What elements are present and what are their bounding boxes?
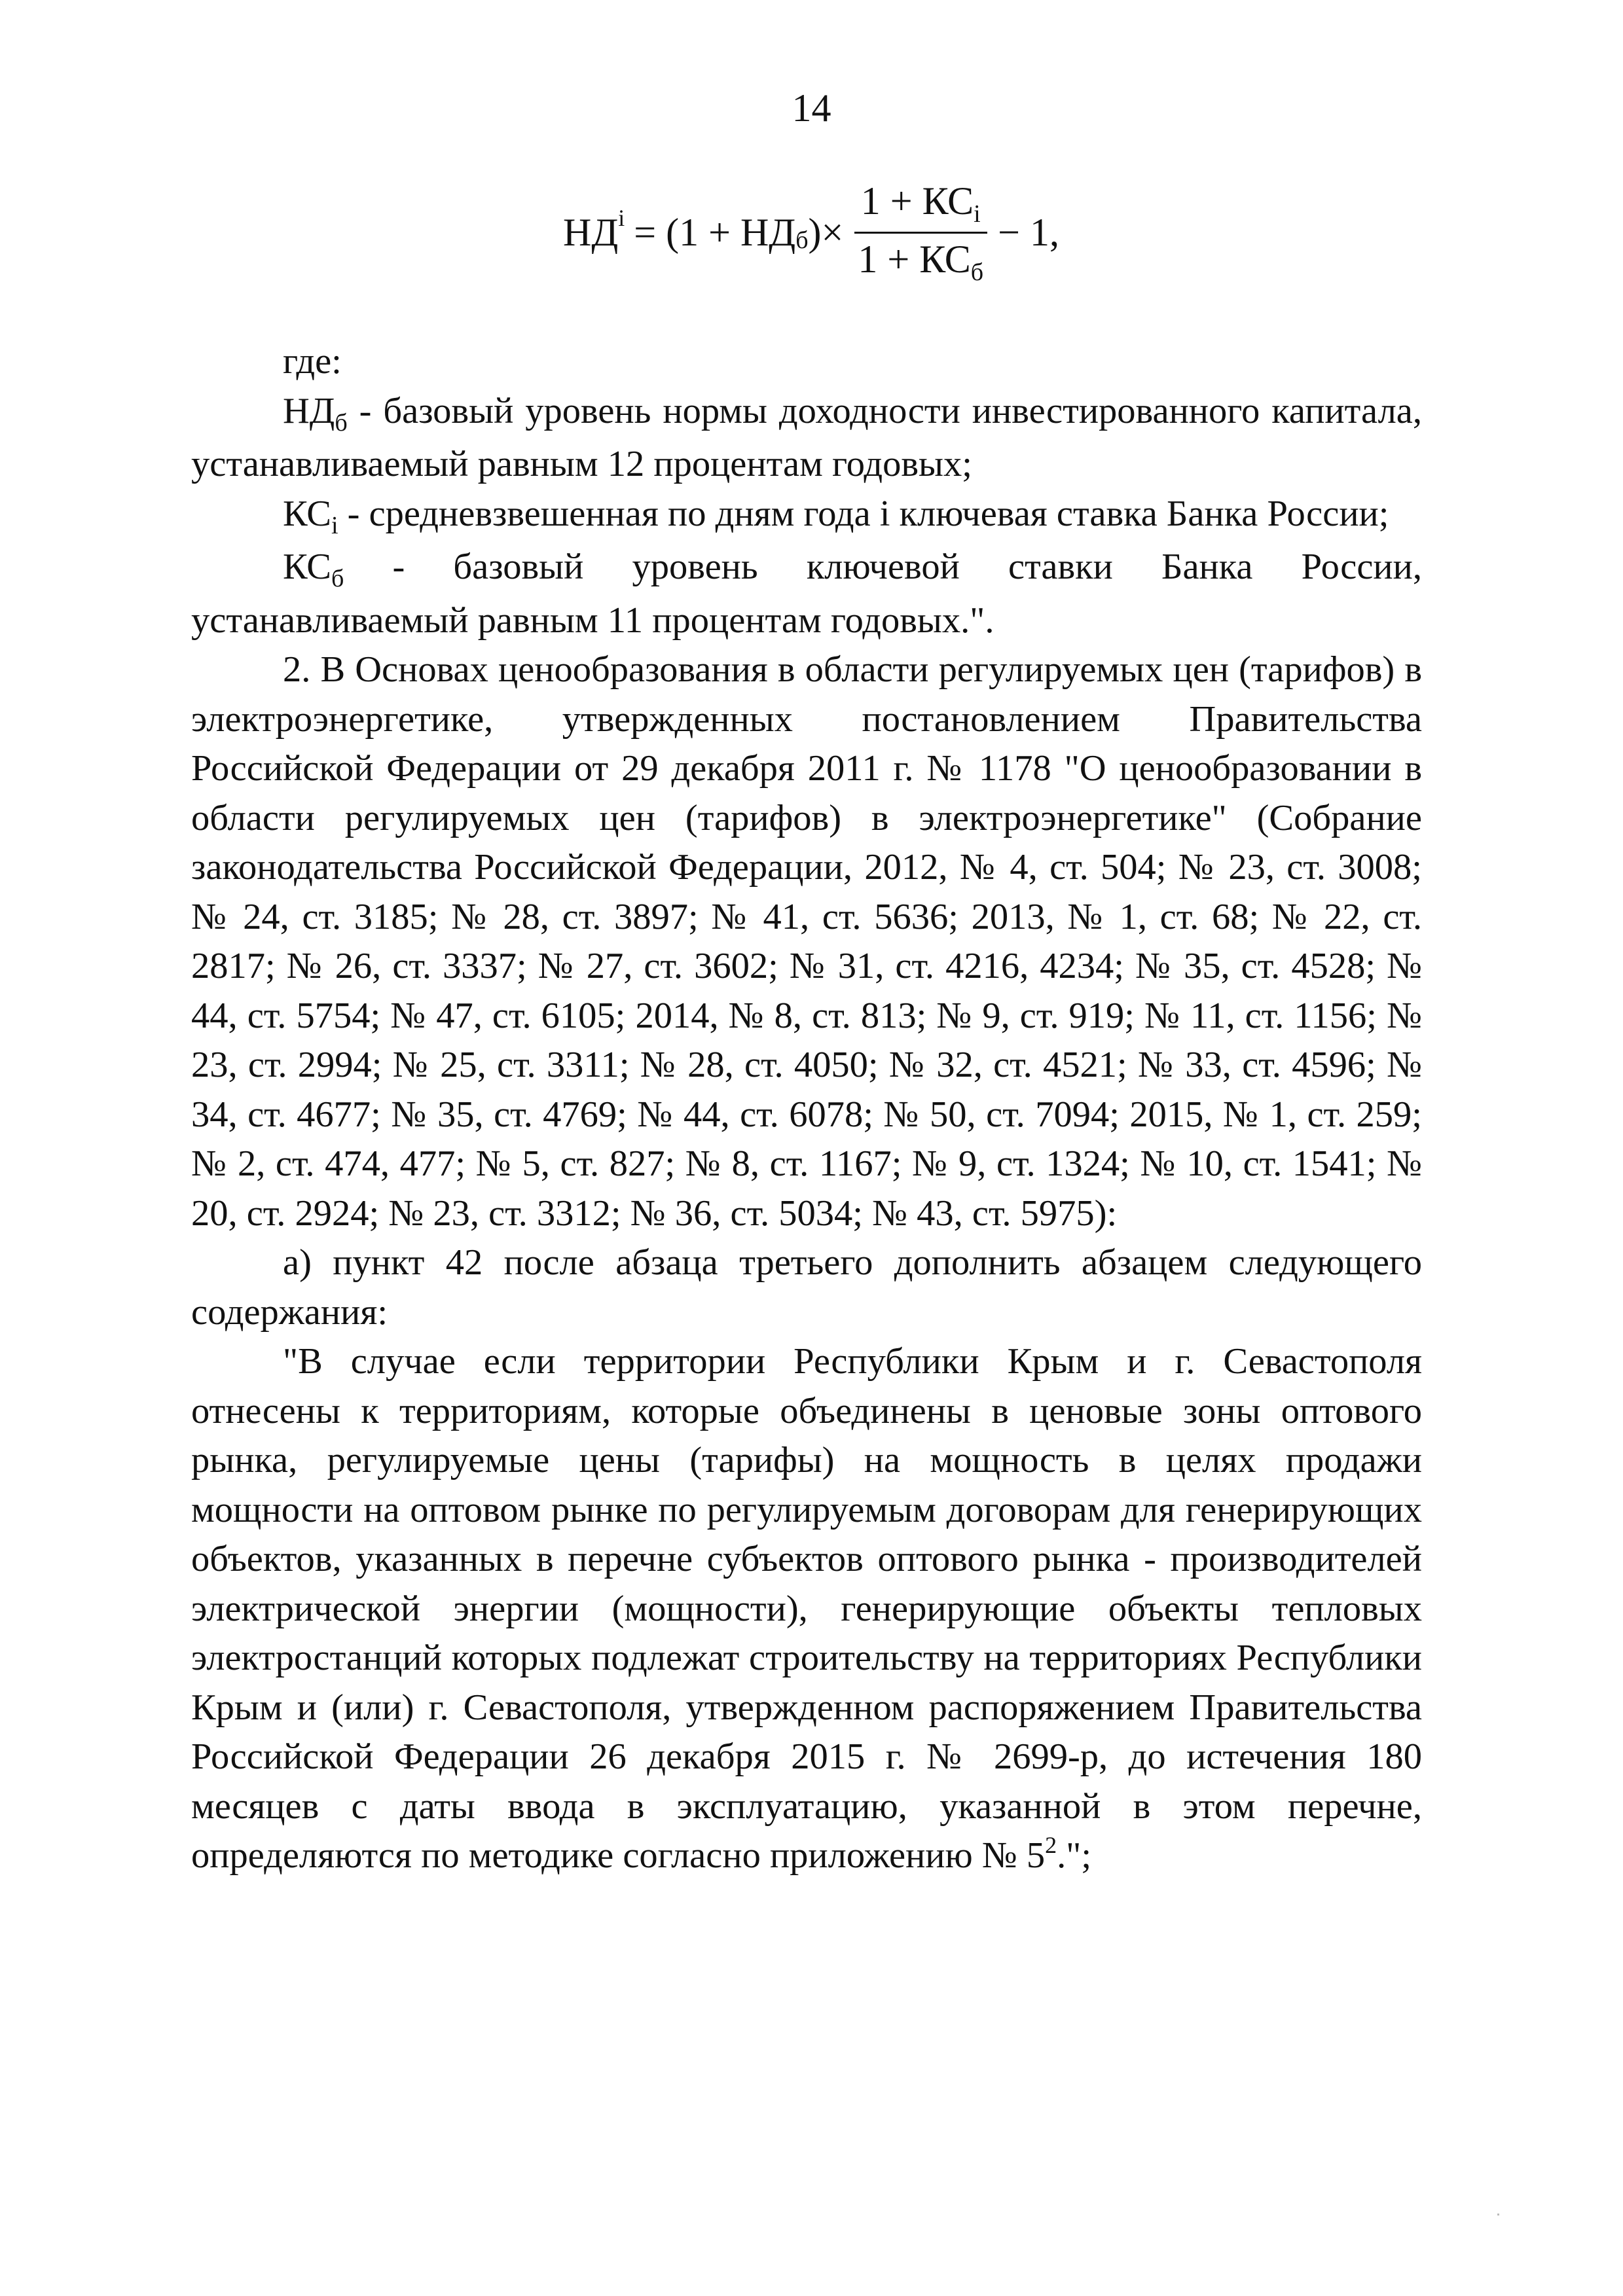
ksi-term: КС: [283, 493, 331, 534]
definition-ksb: [191, 543, 1422, 645]
ksi-definition: - средневзвешенная по дням года i ключевая ставка Банка России;: [338, 493, 1389, 534]
definition-nd: [191, 387, 1422, 490]
formula-eq: = (1 + НД: [634, 210, 796, 254]
denominator-text: 1 + КС: [858, 237, 971, 281]
paragraph-quote: [191, 1337, 1422, 1885]
paragraph-a: а) пункт 42 после абзаца третьего дополнить абзацем следующего содержания:: [191, 1242, 1422, 1333]
formula-after-base: )×: [808, 210, 844, 254]
formula-tail: − 1,: [998, 210, 1059, 254]
ksi-sub: i: [331, 511, 338, 539]
ksb-sub: б: [331, 565, 344, 592]
formula-lhs: НД: [563, 210, 619, 254]
quote-text: "В случае если территории Республики Крым и г. Севастополя отнесены к территориям, которые объединены в ценовые зоны оптового рынка, регулируемые цены (тарифы) на мощность в целях продажи мощности на оптовом рынке по регулируемым договорам для генерирующих объектов, указанных в перечне субъектов оптового рынка - производителей электрической энергии (мощности), генерирующие объекты тепловых электростанций которых подлежат строительству на территориях Республики Крым и (или) г. Севастополя, утвержденном распоряжением Правительства Российской Федерации 26 декабря 2015 г. № 2699-р, до истечения 180 месяцев с даты ввода в эксплуатацию, указанной в этом перечне, определяются по методике согласно приложению № 5: [191, 1341, 1422, 1876]
nd-sub: б: [335, 408, 348, 437]
nd-term: НД: [283, 390, 335, 431]
paragraph-2: 2. В Основах ценообразования в области регулируемых цен (тарифов) в электроэнергетике, утвержденных постановлением Правительства Российской Федерации от 29 декабря 2011 г. № 1178 "О ценообразовании в области регулируемых цен (тарифов) в электроэнергетике" (Собрание законодательства Российской Федерации, 2012, № 4, ст. 504; № 23, ст. 3008; № 24, ст. 3185; № 28, ст. 3897; № 41, ст. 5636; 2013, № 1, ст. 68; № 22, ст. 2817; № 26, ст. 3337; № 27, ст. 3602; № 31, ст. 4216, 4234; № 35, ст. 4528; № 44, ст. 5754; № 47, ст. 6105; 2014, № 8, ст. 813; № 9, ст. 919; № 11, ст. 1156; № 23, ст. 2994; № 25, ст. 3311; № 28, ст. 4050; № 32, ст. 4521; № 33, ст. 4596; № 34, ст. 4677; № 35, ст. 4769; № 44, ст. 6078; № 50, ст. 7094; 2015, № 1, ст. 259; № 2, ст. 474, 477; № 5, ст. 827; № 8, ст. 1167; № 9, ст. 1324; № 10, ст. 1541; № 20, ст. 2924; № 23, ст. 3312; № 36, ст. 5034; № 43, ст. 5975):: [191, 649, 1422, 1234]
formula-base-sub: б: [795, 226, 809, 254]
definition-ksi: [191, 490, 1422, 543]
formula-lhs-sup: i: [618, 205, 625, 231]
page-number: 14: [792, 86, 831, 130]
quote-end: .";: [1057, 1835, 1092, 1876]
numerator-sub: i: [974, 200, 981, 228]
numerator-text: 1 + КС: [860, 179, 974, 223]
denominator-sub: б: [970, 258, 984, 286]
formula-denominator: [851, 234, 990, 287]
formula-nd: [563, 177, 1059, 288]
where-label: где:: [283, 341, 342, 382]
ksb-definition: - базовый уровень ключевой ставки Банка России, устанавливаемый равным 11 процентам годовых.".: [191, 547, 1422, 641]
ksb-term: КС: [283, 547, 331, 587]
formula-fraction: [851, 178, 990, 287]
body-text: [191, 337, 1422, 1885]
nd-definition: - базовый уровень нормы доходности инвестированного капитала, устанавливаемый равным 12 процентам годовых;: [191, 390, 1422, 484]
scan-speck: [1497, 2214, 1499, 2215]
formula-numerator: [854, 178, 987, 234]
quote-sup: 2: [1045, 1832, 1057, 1858]
